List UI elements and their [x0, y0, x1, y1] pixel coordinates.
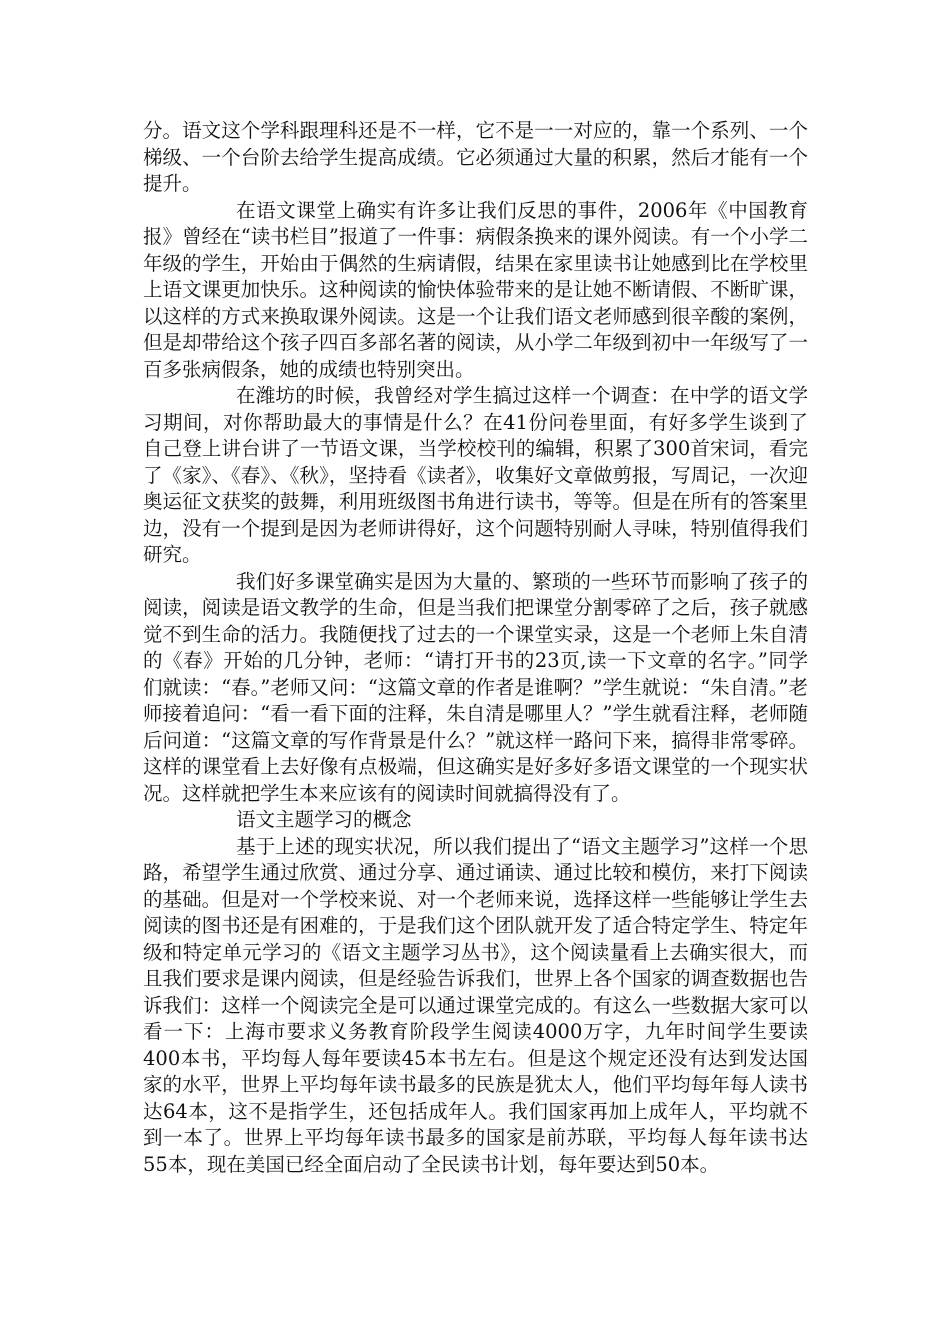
- section-heading: 语文主题学习的概念: [236, 808, 412, 831]
- paragraph-sick-leave-story: 在语文课堂上确实有许多让我们反思的事件，2006年《中国教育报》曾经在“读书栏目”报道了一件事：病假条换来的课外阅读。有一个小学二年级的学生，开始由于偶然的生病请假，结果在家里读书让她感到比在学校里上语文课更加快乐。这种阅读的愉快体验带来的是让她不断请假、不断旷课，以这样的方式来换取课外阅读。这是一个让我们语文老师感到很辛酸的案例，但是却带给这个孩子四百多部名著的阅读，从小学二年级到初中一年级写了一百多张病假条，她的成绩也特别突出。: [143, 198, 808, 381]
- paragraph-theme-learning: 基于上述的现实状况，所以我们提出了“语文主题学习”这样一个思路，希望学生通过欣赏、通过分享、通过诵读、通过比较和模仿，来打下阅读的基础。但是对一个学校来说、对一个老师来说，选择这样一些能够让学生去阅读的图书还是有困难的，于是我们这个团队就开发了适合特定学生、特定年级和特定单元学习的《语文主题学习丛书》，这个阅读量看上去确实很大，而且我们要求是课内阅读，但是经验告诉我们，世界上各个国家的调查数据也告诉我们：这样一个阅读完全是可以通过课堂完成的。有这么一些数据大家可以看一下：上海市要求义务教育阶段学生阅读4000万字，九年时间学生要读400本书，平均每人每年要读45本书左右。但是这个规定还没有达到发达国家的水平，世界上平均每年读书最多的民族是犹太人，他们平均每年每人读书达64本，这不是指学生，还包括成年人。我们国家再加上成年人，平均就不到一本了。世界上平均每年读书最多的国家是前苏联，平均每人每年读书达55本，现在美国已经全面启动了全民读书计划，每年要达到50本。: [143, 834, 808, 1176]
- paragraph-weifang-survey: 在潍坊的时候，我曾经对学生搞过这样一个调查：在中学的语文学习期间，对你帮助最大的事情是什么？在41份问卷里面，有好多学生谈到了自己登上讲台讲了一节语文课，当学校校刊的编辑，积累了300首宋词，看完了《家》、《春》、《秋》，坚持看《读者》，收集好文章做剪报，写周记，一次迎奥运征文获奖的鼓舞，利用班级图书角进行读书，等等。但是在所有的答案里边，没有一个提到是因为老师讲得好，这个问题特别耐人寻味，特别值得我们研究。: [143, 384, 808, 566]
- document-page: [143, 118, 808, 1178]
- paragraph-continuation: 分。语文这个学科跟理科还是不一样，它不是一一对应的，靠一个系列、一个梯级、一个台阶去给学生提高成绩。它必须通过大量的积累，然后才能有一个提升。: [143, 119, 808, 195]
- paragraph-classroom-record: 我们好多课堂确实是因为大量的、繁琐的一些环节而影响了孩子的阅读，阅读是语文教学的生命，但是当我们把课堂分割零碎了之后，孩子就感觉不到生命的活力。我随便找了过去的一个课堂实录，这是一个老师上朱自清的《春》开始的几分钟，老师：“请打开书的23页,读一下文章的名字。”同学们就读：“春。”老师又问：“这篇文章的作者是谁啊？”学生就说：“朱自清。”老师接着追问：“看一看下面的注释，朱自清是哪里人？”学生就看注释，老师随后问道：“这篇文章的写作背景是什么？”就这样一路问下来，搞得非常零碎。这样的课堂看上去好像有点极端，但这确实是好多好多语文课堂的一个现实状况。这样就把学生本来应该有的阅读时间就搞得没有了。: [143, 569, 808, 805]
